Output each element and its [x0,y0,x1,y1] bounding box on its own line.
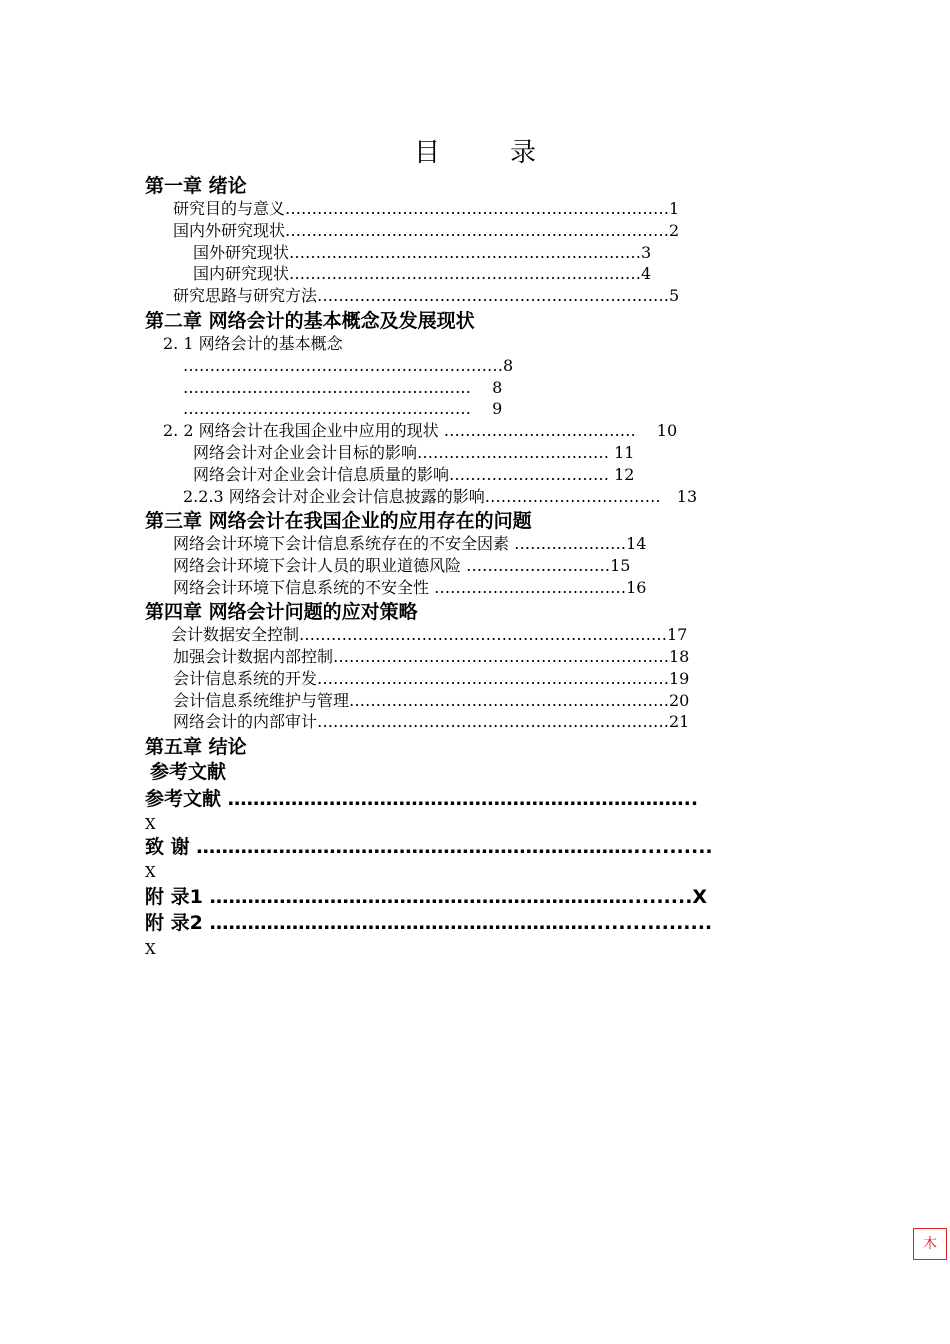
chapter-heading: 第一章 绪论 [145,175,247,197]
toc-entry: 网络会计对企业会计信息质量的影响………………………… 12 [193,465,635,484]
toc-entry: X [145,815,156,833]
toc-entry: ……………………………………………………8 [183,356,514,375]
chapter-heading: 第二章 网络会计的基本概念及发展现状 [145,310,475,332]
toc-entry: 2. 2 网络会计在我国企业中应用的现状 ……………………………… 10 [163,421,678,440]
toc-entry: 参考文献 [150,761,227,783]
toc-entry: 国内外研究现状………………………………………………………………2 [173,221,680,240]
toc-entry: 网络会计环境下会计信息系统存在的不安全因素 …………………14 [173,534,647,553]
toc-entry: 会计信息系统维护与管理……………………………………………………20 [173,691,690,710]
toc-entry: 附 录1 ………………………………………………………….........X [145,886,708,908]
toc-entry: ……………………………………………… 9 [183,399,503,418]
toc-entry: 参考文献 ……………………………………………………………….. [145,788,699,810]
toc-entry: 网络会计环境下信息系统的不安全性 ………………………………16 [173,578,647,597]
toc-entry: X [145,863,156,881]
toc-entry: 2. 1 网络会计的基本概念 [163,334,343,353]
page-title: 目 录 [413,138,558,168]
toc-entry: 网络会计环境下会计人员的职业道德风险 ………………………15 [173,556,631,575]
toc-entry: 会计信息系统的开发…………………………………………………………19 [173,669,690,688]
toc-entry: 加强会计数据内部控制………………………………………………………18 [173,647,690,666]
toc-entry: X [145,940,156,958]
toc-entry: 附 录2 ……………………………………………………................. [145,912,713,934]
chapter-heading: 第五章 结论 [145,736,247,758]
toc-entry: 网络会计对企业会计目标的影响……………………………… 11 [193,443,635,462]
toc-entry: ……………………………………………… 8 [183,378,503,397]
toc-entry: 2.2.3 网络会计对企业会计信息披露的影响…………………………… 13 [183,487,698,506]
toc-entry: 网络会计的内部审计…………………………………………………………21 [173,712,690,731]
toc-entry: 致 谢 ……………………………………………………………........... [145,836,713,858]
toc-entry: 会计数据安全控制……………………………………………………………17 [171,625,688,644]
toc-entry: 国外研究现状…………………………………………………………3 [193,243,652,262]
toc-entry: 国内研究现状…………………………………………………………4 [193,264,652,283]
chapter-heading: 第四章 网络会计问题的应对策略 [145,601,418,623]
toc-entry: 研究思路与研究方法…………………………………………………………5 [173,286,680,305]
chapter-heading: 第三章 网络会计在我国企业的应用存在的问题 [145,510,532,532]
toc-entry: 研究目的与意义………………………………………………………………1 [173,199,680,218]
corner-stamp: 木 [913,1228,947,1260]
